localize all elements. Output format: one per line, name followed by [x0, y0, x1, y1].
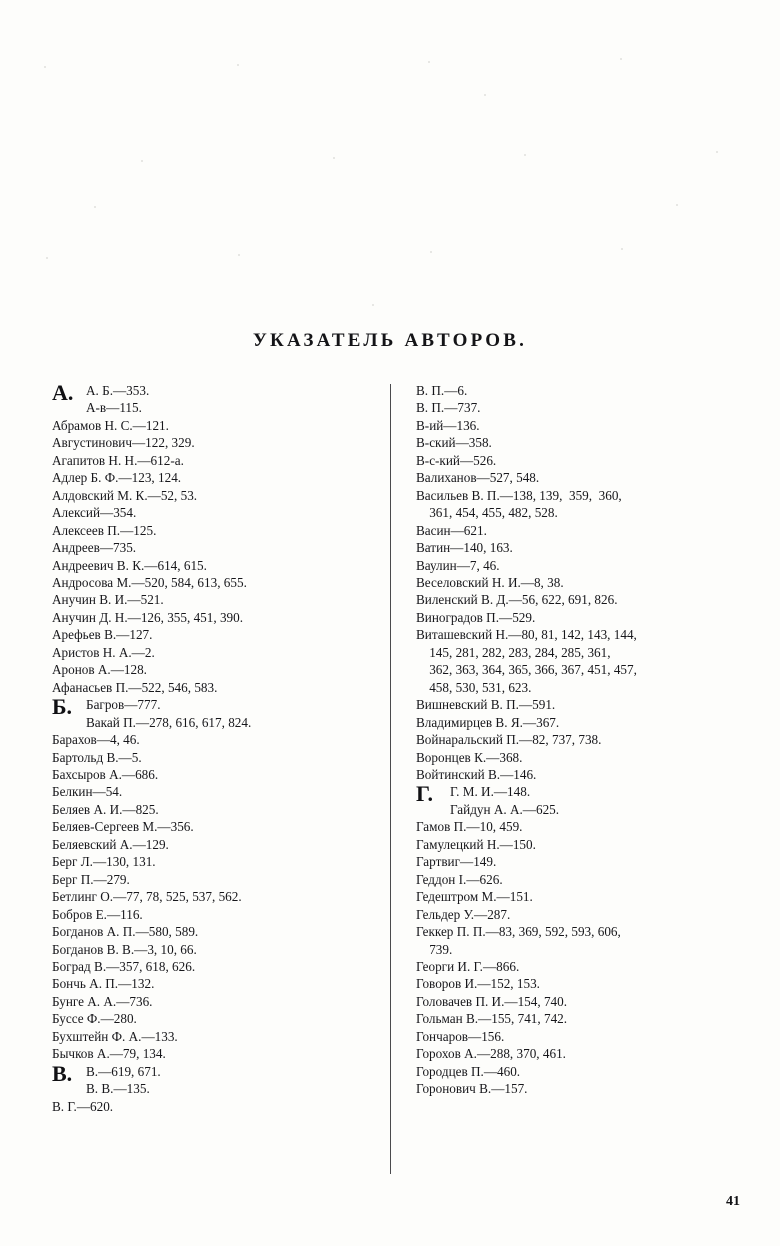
list-item: Арефьев В.—127. — [52, 627, 153, 643]
list-item: Беляев А. И.—825. — [52, 801, 159, 817]
list-item: В. В.—135. — [86, 1081, 150, 1097]
scan-speck — [676, 204, 678, 206]
list-item: Головачев П. И.—154, 740. — [416, 993, 568, 1009]
list-item: Анучин Д. Н.—126, 355, 451, 390. — [52, 609, 244, 625]
list-item: Ваулин—7, 46. — [416, 557, 500, 573]
list-item: 361, 454, 455, 482, 528. — [416, 505, 558, 521]
letter-heading: Б. — [52, 694, 73, 720]
list-item: Багров—777. — [86, 697, 161, 713]
list-item: А-в—115. — [86, 400, 142, 416]
list-item: Г. М. И.—148. — [450, 784, 531, 800]
list-item: Гамов П.—10, 459. — [416, 819, 523, 835]
scan-speck — [620, 58, 622, 60]
list-item: Войтинский В.—146. — [416, 766, 537, 782]
list-item: Буссе Ф.—280. — [52, 1011, 137, 1027]
list-item: В-с-кий—526. — [416, 452, 497, 468]
entry-block-g — [416, 818, 736, 1097]
list-item: Афанасьев П.—522, 546, 583. — [52, 679, 218, 695]
list-item: Августинович—122, 329. — [52, 435, 195, 451]
list-item: Воронцев К.—368. — [416, 749, 523, 765]
list-item: Боград В.—357, 618, 626. — [52, 958, 196, 974]
scan-speck — [94, 206, 96, 208]
list-item: Бухштейн Ф. А.—133. — [52, 1028, 178, 1044]
list-item: В. Г.—620. — [52, 1098, 114, 1114]
list-item: Виташевский Н.—80, 81, 142, 143, 144, — [416, 627, 637, 643]
list-item: Бычков А.—79, 134. — [52, 1046, 166, 1062]
list-item: Веселовский Н. И.—8, 38. — [416, 574, 564, 590]
list-item: Барахов—4, 46. — [52, 732, 140, 748]
letter-group-v — [52, 1060, 394, 1098]
list-item: Георги И. Г.—866. — [416, 958, 520, 974]
scan-speck — [716, 151, 718, 153]
list-item: В.—619, 671. — [86, 1063, 161, 1079]
list-item: В. П.—737. — [416, 400, 481, 416]
list-item: Виноградов П.—529. — [416, 609, 536, 625]
list-item: Городцев П.—460. — [416, 1063, 521, 1079]
scan-speck — [237, 64, 239, 66]
list-item: Бартольд В.—5. — [52, 749, 142, 765]
list-item: Васин—621. — [416, 522, 487, 538]
list-item: Гартвиг—149. — [416, 854, 497, 870]
scan-speck — [428, 61, 430, 63]
list-item: Ватин—140, 163. — [416, 540, 513, 556]
list-item: Богданов В. В.—3, 10, 66. — [52, 941, 197, 957]
list-item: Гедештром М.—151. — [416, 889, 533, 905]
list-item: Аронов А.—128. — [52, 662, 147, 678]
list-item: Андреевич В. К.—614, 615. — [52, 557, 207, 573]
list-item: Виленский В. Д.—56, 622, 691, 826. — [416, 592, 618, 608]
list-item: Гайдун А. А.—625. — [450, 801, 560, 817]
list-item: Берг Л.—130, 131. — [52, 854, 156, 870]
list-item: Валиханов—527, 548. — [416, 470, 540, 486]
letter-group-a — [52, 382, 394, 417]
list-item: Гамулецкий Н.—150. — [416, 836, 536, 852]
list-item: Алексеев П.—125. — [52, 522, 157, 538]
list-item: А. Б.—353. — [86, 383, 150, 398]
list-item: Белкин—54. — [52, 784, 123, 800]
list-item: Горохов А.—288, 370, 461. — [416, 1046, 566, 1062]
list-item: Геддон I.—626. — [416, 871, 503, 887]
list-item: Гончаров—156. — [416, 1028, 505, 1044]
page-title: УКАЗАТЕЛЬ АВТОРОВ. — [252, 330, 528, 351]
list-item: В. П.—6. — [416, 383, 468, 398]
scan-speck — [238, 254, 240, 256]
list-item: Войнаральский П.—82, 737, 738. — [416, 732, 602, 748]
list-item: Берг П.—279. — [52, 871, 130, 887]
list-item: Вакай П.—278, 616, 617, 824. — [86, 714, 252, 730]
index-columns — [52, 382, 736, 1115]
entry-block-b — [52, 731, 394, 1063]
list-item: Говоров И.—152, 153. — [416, 976, 540, 992]
list-item: 145, 281, 282, 283, 284, 285, 361, — [416, 644, 611, 660]
scan-speck — [372, 304, 374, 306]
list-item: В-ий—136. — [416, 417, 480, 433]
right-column — [394, 382, 736, 1115]
letter-heading: А. — [52, 380, 74, 405]
letter-group-b — [52, 696, 394, 731]
scan-speck — [333, 157, 335, 159]
list-item: Анучин В. И.—521. — [52, 592, 164, 608]
list-item: Богданов А. П.—580, 589. — [52, 924, 199, 940]
list-item: Адлер Б. Ф.—123, 124. — [52, 470, 182, 486]
list-item: Агапитов Н. Н.—612-а. — [52, 452, 184, 468]
scan-speck — [524, 154, 526, 156]
entry-block-a — [52, 417, 394, 696]
list-item: Андросова М.—520, 584, 613, 655. — [52, 574, 247, 590]
list-item: Андреев—735. — [52, 540, 137, 556]
letter-group-g — [416, 783, 736, 818]
list-item: Абрамов Н. С.—121. — [52, 417, 169, 433]
list-item: Алдовский М. К.—52, 53. — [52, 487, 198, 503]
scan-speck — [430, 251, 432, 253]
scan-speck — [44, 66, 46, 68]
list-item: Вишневский В. П.—591. — [416, 697, 556, 713]
list-item: Беляевский А.—129. — [52, 836, 169, 852]
list-item: Васильев В. П.—138, 139, 359, 360, — [416, 487, 622, 503]
scan-speck — [621, 248, 623, 250]
letter-heading: В. — [52, 1060, 73, 1086]
letter-heading: Г. — [416, 781, 434, 807]
left-column — [52, 382, 394, 1115]
list-item: 362, 363, 364, 365, 366, 367, 451, 457, — [416, 662, 637, 678]
list-item: Алексий—354. — [52, 505, 137, 521]
list-item: Беляев-Сергеев М.—356. — [52, 819, 194, 835]
list-item: Бунге А. А.—736. — [52, 993, 153, 1009]
scan-speck — [484, 94, 486, 96]
list-item: Гольман В.—155, 741, 742. — [416, 1011, 568, 1027]
list-item: 458, 530, 531, 623. — [416, 679, 532, 695]
scan-speck — [141, 160, 143, 162]
list-item: В-ский—358. — [416, 435, 492, 451]
list-item: Гельдер У.—287. — [416, 906, 511, 922]
list-item: 739. — [416, 941, 453, 957]
entry-block-v — [416, 382, 736, 783]
list-item: Владимирцев В. Я.—367. — [416, 714, 560, 730]
list-item: Аристов Н. А.—2. — [52, 644, 155, 660]
list-item: Геккер П. П.—83, 369, 592, 593, 606, — [416, 924, 621, 940]
list-item: Бончь А. П.—132. — [52, 976, 155, 992]
list-item: Горонович В.—157. — [416, 1081, 528, 1097]
scan-speck — [46, 257, 48, 259]
list-item: Бобров Е.—116. — [52, 906, 143, 922]
page-number: 41 — [726, 1194, 740, 1209]
list-item: Бахсыров А.—686. — [52, 766, 159, 782]
list-item: Бетлинг О.—77, 78, 525, 537, 562. — [52, 889, 242, 905]
